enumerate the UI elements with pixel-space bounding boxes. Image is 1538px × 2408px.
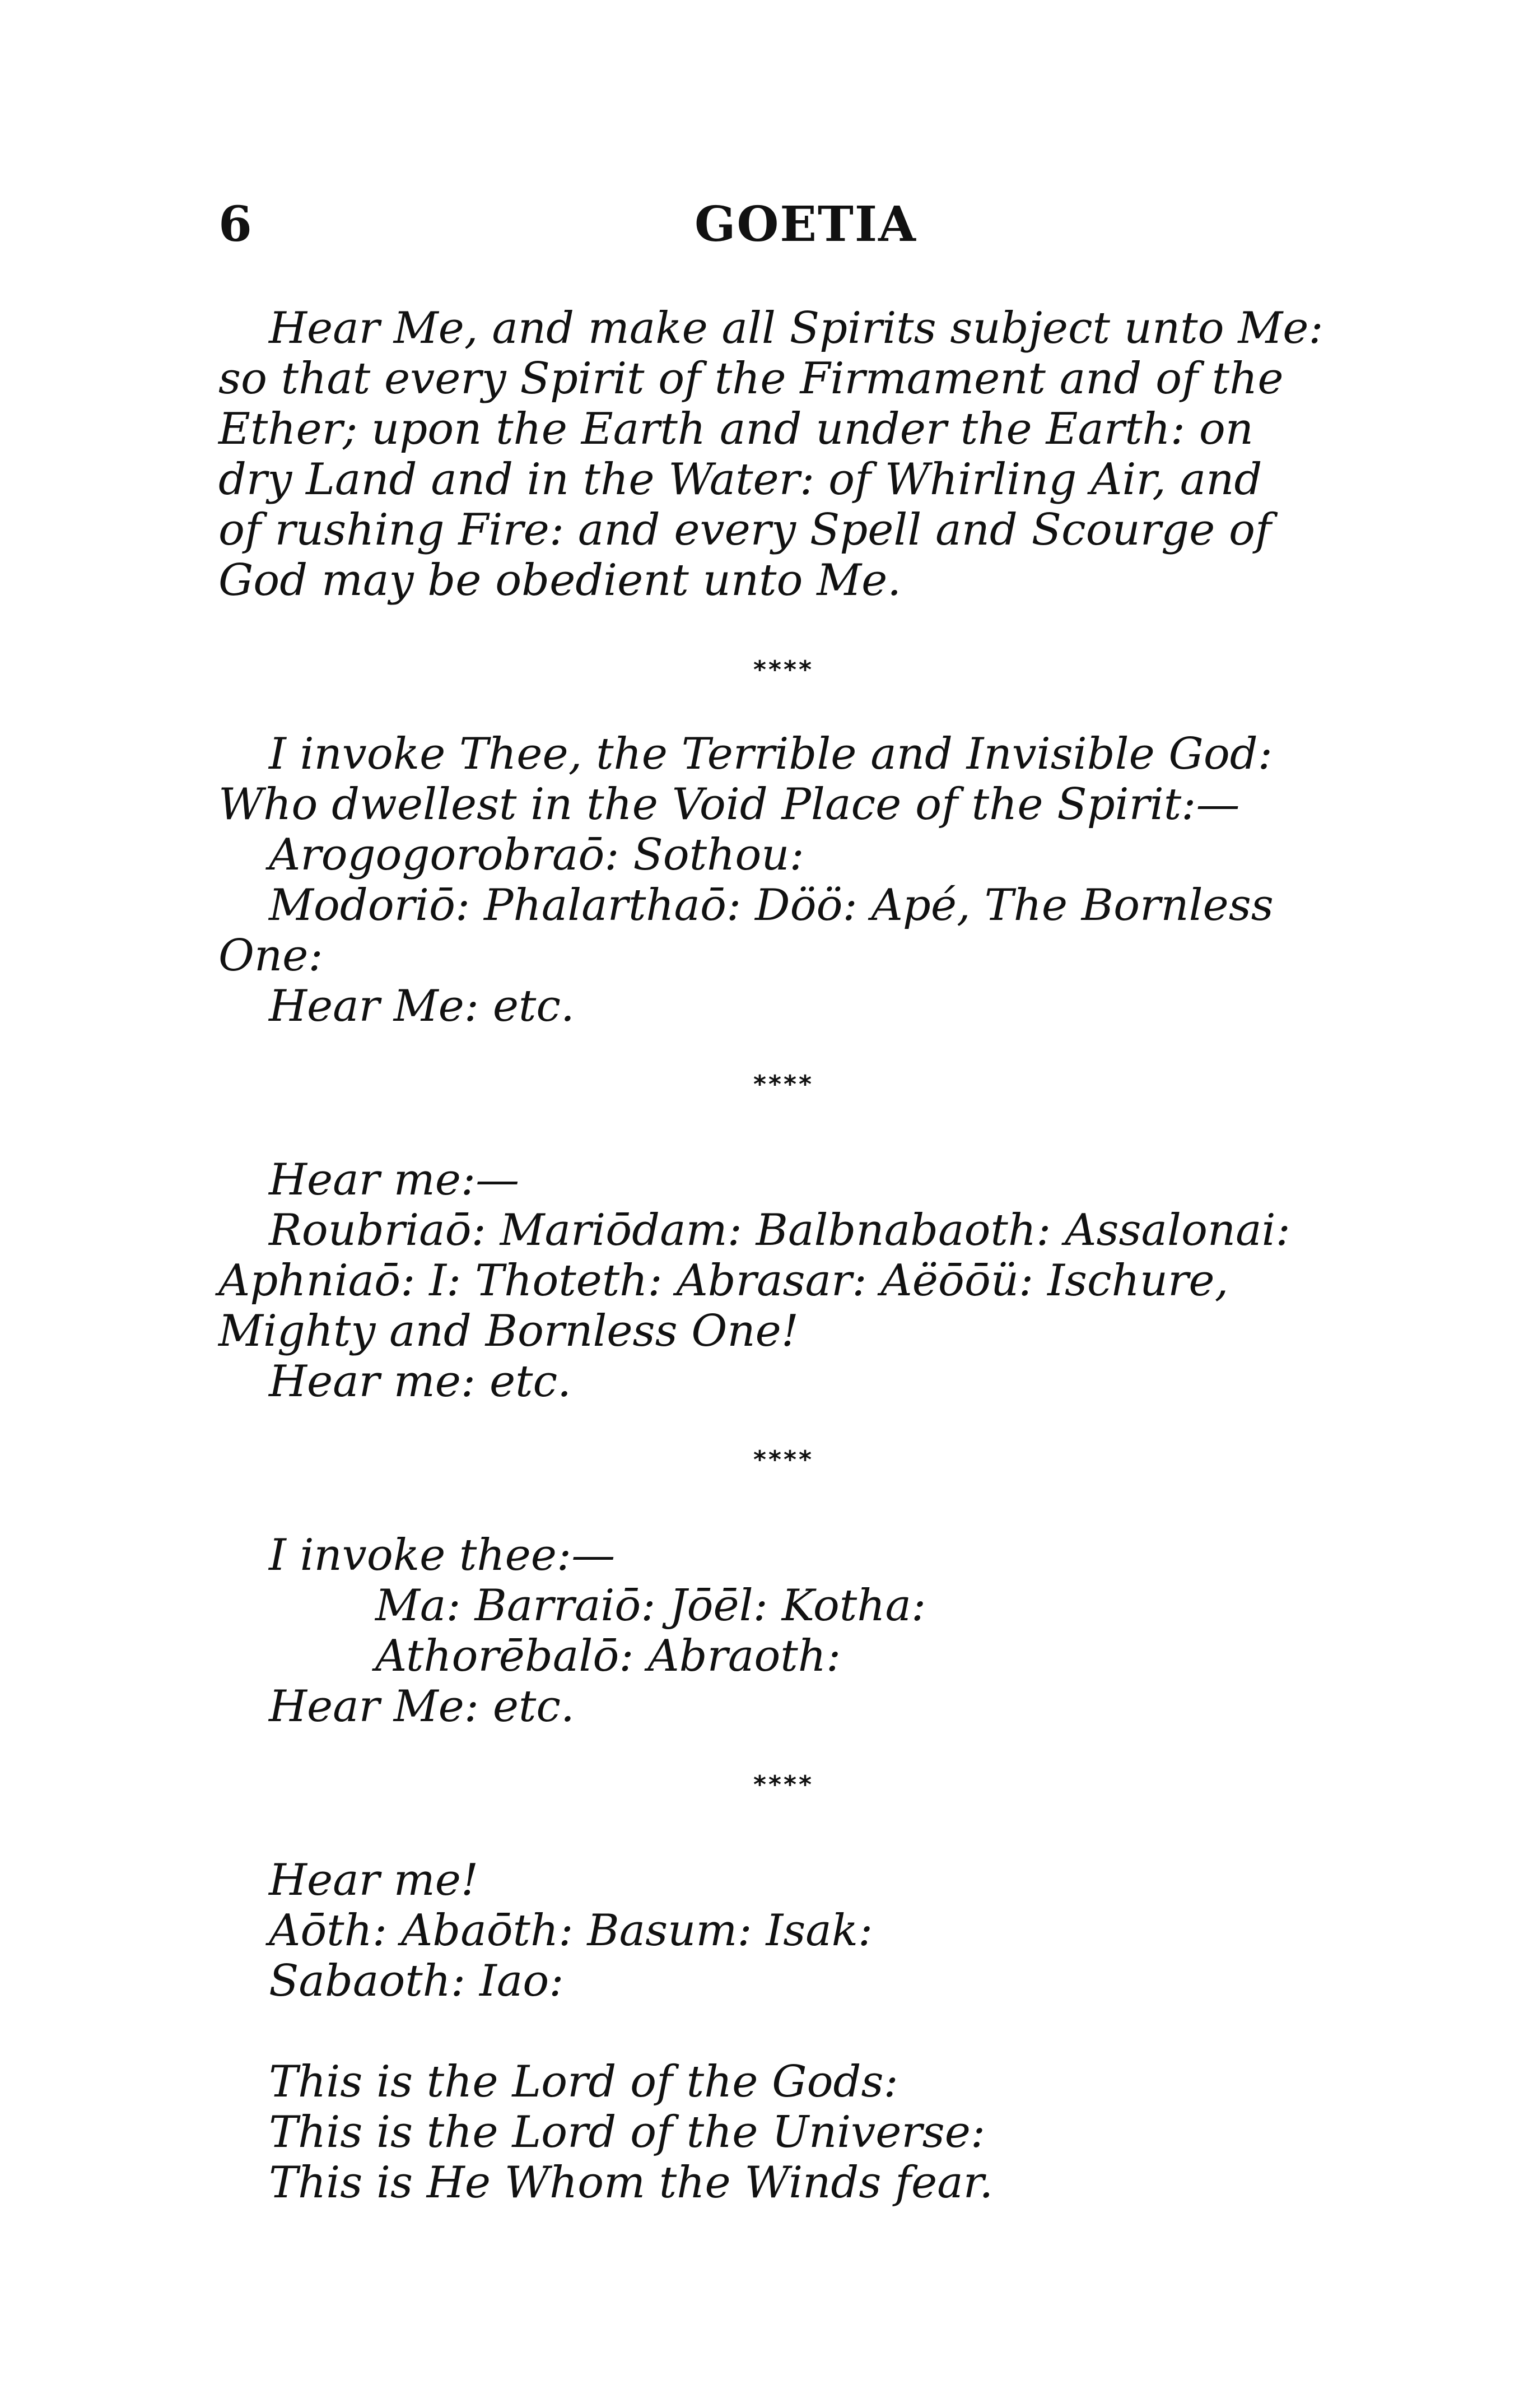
- text-line: Hear Me: etc.: [269, 981, 575, 1031]
- text-line: Athorēbalō: Abraoth:: [375, 1631, 841, 1681]
- text-line: I invoke Thee, the Terrible and Invisible God:: [269, 729, 1273, 779]
- text-line: This is He Whom the Winds fear.: [269, 2158, 994, 2208]
- text-line: This is the Lord of the Gods:: [269, 2057, 898, 2107]
- text-line: Modoriō: Phalarthaō: Döö: Apé, The Bornless: [269, 880, 1274, 931]
- text-line: Aphniaō: I: Thoteth: Abrasar: Aëōōü: Ischure,: [218, 1256, 1229, 1306]
- running-title: GOETIA: [695, 196, 917, 253]
- text-line: I invoke thee:—: [269, 1530, 616, 1580]
- text-line: God may be obedient unto Me.: [218, 555, 902, 606]
- section-separator: ****: [753, 1445, 814, 1474]
- page-number: 6: [218, 196, 252, 253]
- text-line: Arogogorobraō: Sothou:: [269, 830, 804, 880]
- text-line: Aōth: Abaōth: Basum: Isak:: [269, 1905, 873, 1956]
- text-line: Mighty and Bornless One!: [218, 1306, 799, 1356]
- text-line: This is the Lord of the Universe:: [269, 2107, 986, 2158]
- text-line: dry Land and in the Water: of Whirling Air, and: [218, 454, 1262, 505]
- text-line: Hear me: etc.: [269, 1356, 571, 1407]
- text-line: Hear Me: etc.: [269, 1681, 575, 1732]
- text-line: Hear me!: [269, 1855, 479, 1905]
- text-line: Who dwellest in the Void Place of the Spirit:—: [218, 779, 1240, 830]
- text-line: Ma: Barraiō: Jōēl: Kotha:: [375, 1580, 926, 1631]
- section-separator: ****: [753, 1070, 814, 1099]
- text-line: so that every Spirit of the Firmament and of the: [218, 354, 1284, 404]
- text-line: Roubriaō: Mariōdam: Balbnabaoth: Assalonai:: [269, 1205, 1290, 1256]
- section-separator: ****: [753, 656, 814, 684]
- text-line: Hear me:—: [269, 1155, 520, 1205]
- text-line: Sabaoth: Iao:: [269, 1956, 564, 2006]
- text-line: of rushing Fire: and every Spell and Scourge of: [218, 505, 1271, 555]
- page-header: [218, 196, 1400, 263]
- text-line: Hear Me, and make all Spirits subject unto Me:: [269, 303, 1323, 354]
- text-line: One:: [218, 931, 323, 981]
- section-separator: ****: [753, 1770, 814, 1799]
- text-line: Ether; upon the Earth and under the Earth: on: [218, 404, 1254, 454]
